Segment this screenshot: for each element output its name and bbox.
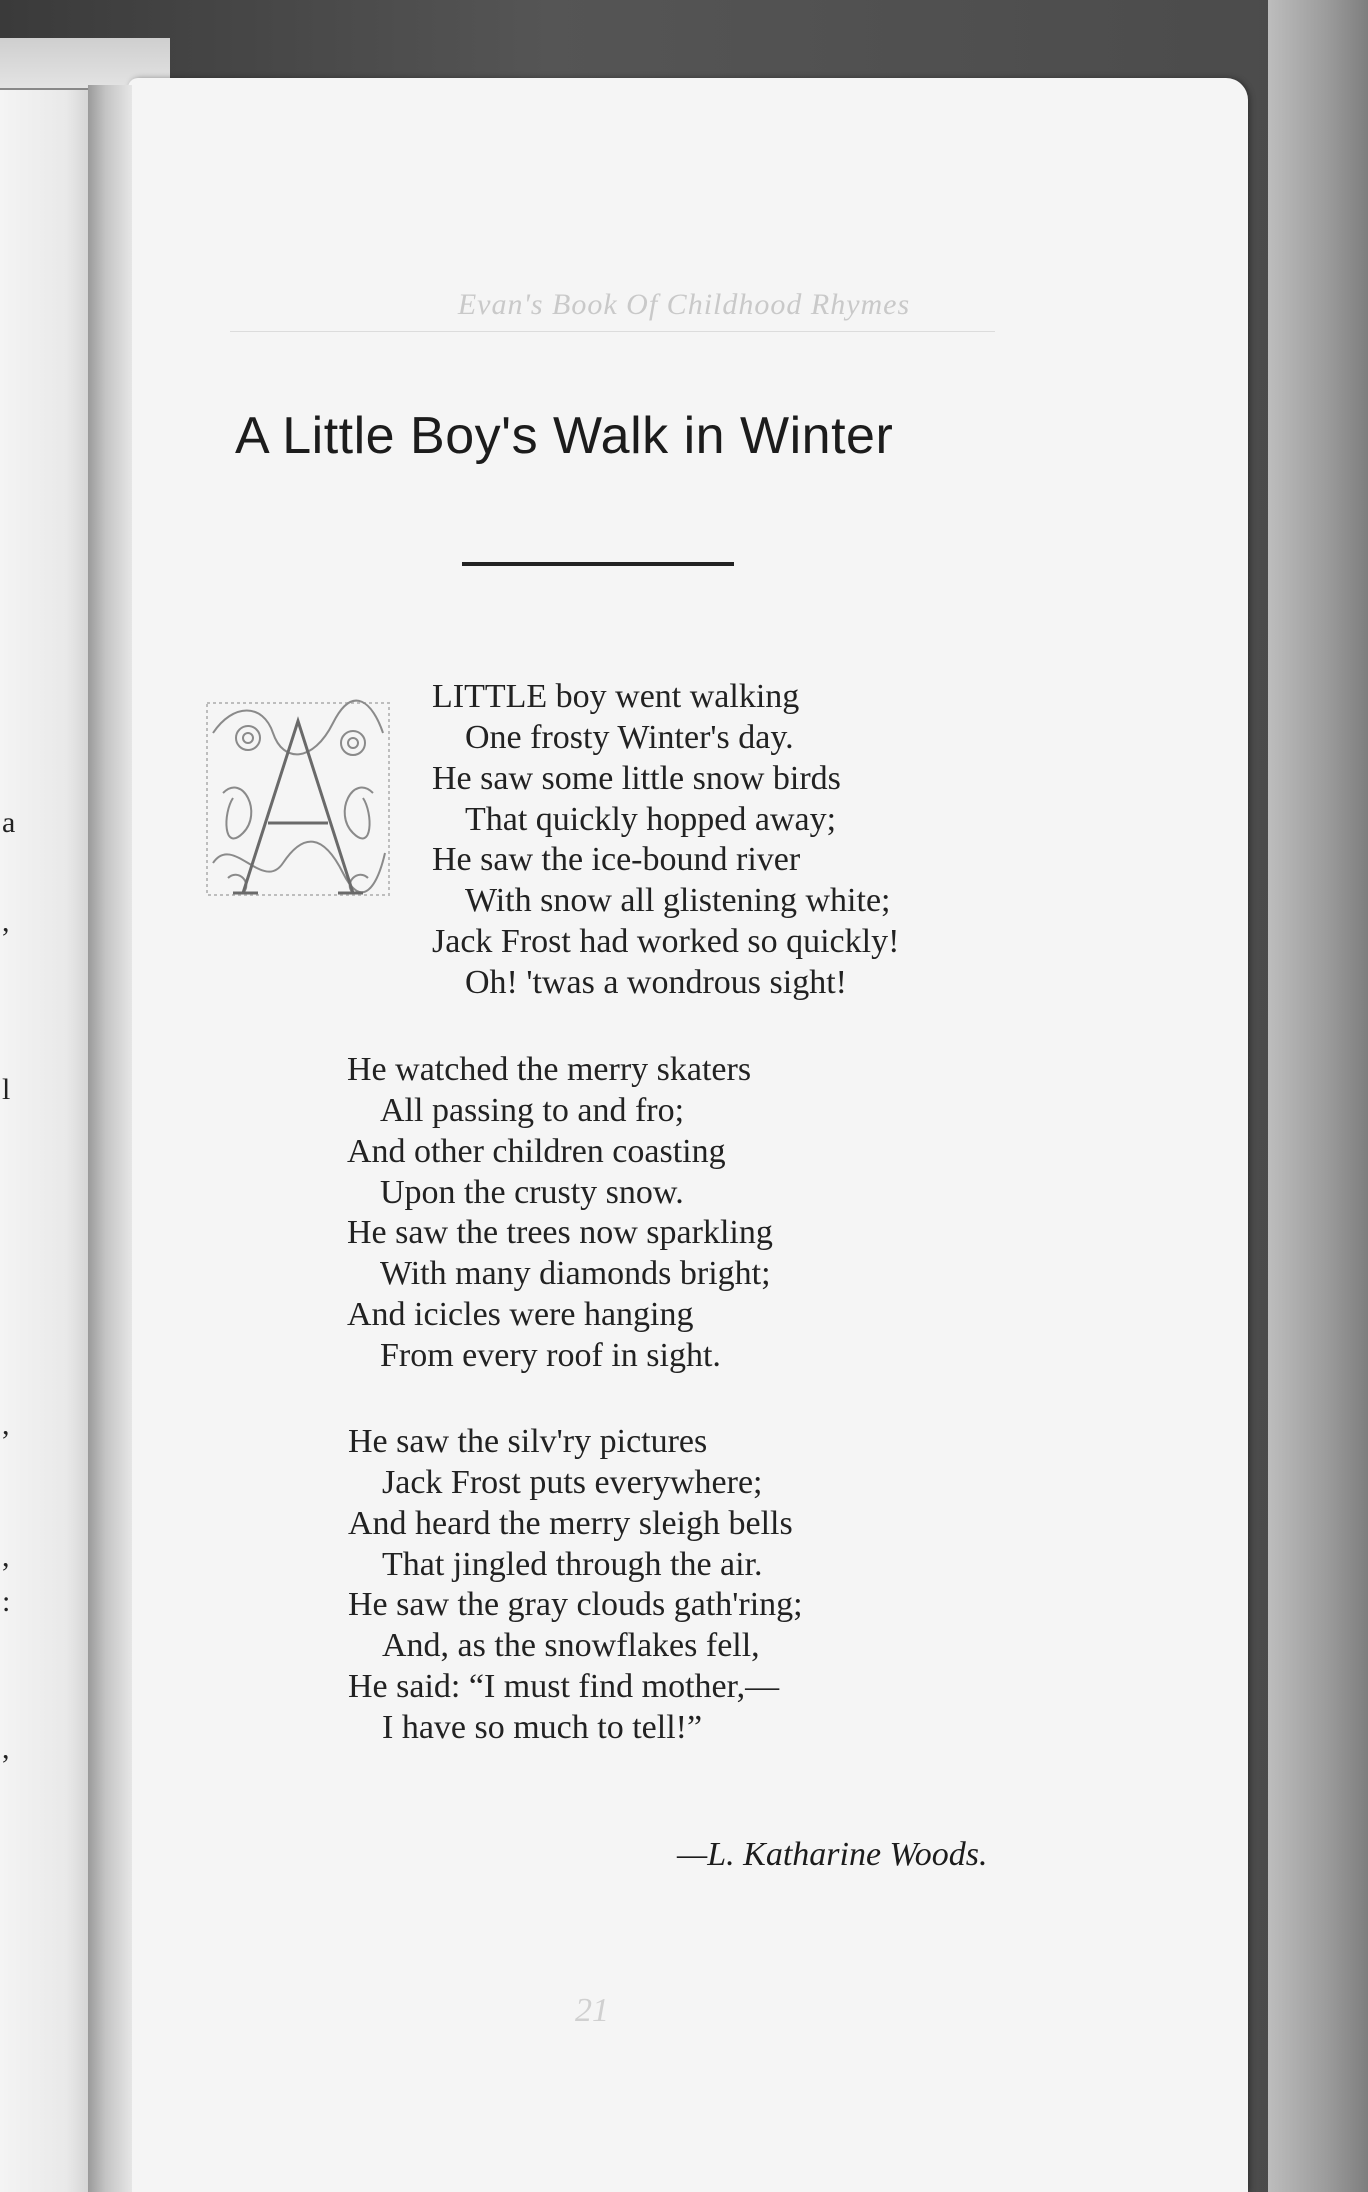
left-page-text-fragments xyxy=(0,0,20,2192)
poem-line: Oh! 'twas a wondrous sight! xyxy=(465,964,847,1001)
poem-line: Jack Frost puts everywhere; xyxy=(382,1464,763,1501)
poem-line: And heard the merry sleigh bells xyxy=(348,1505,793,1542)
poem-line: And icicles were hanging xyxy=(347,1296,694,1333)
left-page-mark: l xyxy=(2,1073,11,1106)
left-page-mark: , xyxy=(2,905,10,938)
poem-line: He saw the gray clouds gath'ring; xyxy=(348,1586,803,1623)
left-page-mark: , xyxy=(2,1408,10,1441)
page-gutter xyxy=(88,85,132,2192)
left-page-mark: a xyxy=(2,806,16,839)
poem-line: All passing to and fro; xyxy=(380,1092,685,1129)
poem-line: Jack Frost had worked so quickly! xyxy=(432,923,900,960)
poem-line: He saw the trees now sparkling xyxy=(347,1214,773,1251)
poem-line: One frosty Winter's day. xyxy=(465,719,794,756)
poem-line: With many diamonds bright; xyxy=(380,1255,771,1292)
poem-line: He saw the silv'ry pictures xyxy=(348,1423,708,1460)
page-number: 21 xyxy=(575,1992,609,2029)
poem-line: From every roof in sight. xyxy=(380,1337,721,1374)
poem-line: I have so much to tell!” xyxy=(382,1709,703,1746)
poem-line: He watched the merry skaters xyxy=(347,1051,752,1088)
title-divider xyxy=(462,562,734,566)
poem-line: LITTLE boy went walking xyxy=(432,678,800,715)
poem-line: And other children coasting xyxy=(347,1133,726,1170)
poem-line: That quickly hopped away; xyxy=(465,801,837,838)
drop-cap-letter: A xyxy=(298,813,299,814)
book-cover-edge xyxy=(1268,0,1368,2192)
left-page-mark: , xyxy=(2,1732,10,1765)
poem-line: And, as the snowflakes fell, xyxy=(382,1627,760,1664)
poem-line: He said: “I must find mother,— xyxy=(348,1668,780,1705)
poem-line: With snow all glistening white; xyxy=(465,882,891,919)
poem-line: That jingled through the air. xyxy=(382,1546,763,1583)
poem-line: He saw the ice-bound river xyxy=(432,841,801,878)
running-head-rule xyxy=(230,331,995,332)
ornamental-drop-cap xyxy=(203,693,393,905)
poem-line: Upon the crusty snow. xyxy=(380,1174,684,1211)
running-head: Evan's Book Of Childhood Rhymes xyxy=(457,288,911,321)
poem-attribution: —L. Katharine Woods. xyxy=(677,1836,988,1873)
poem-line: He saw some little snow birds xyxy=(432,760,841,797)
left-page-mark: : xyxy=(2,1585,11,1618)
left-page-mark: , xyxy=(2,1540,10,1573)
poem-title: A Little Boy's Walk in Winter xyxy=(235,407,894,465)
